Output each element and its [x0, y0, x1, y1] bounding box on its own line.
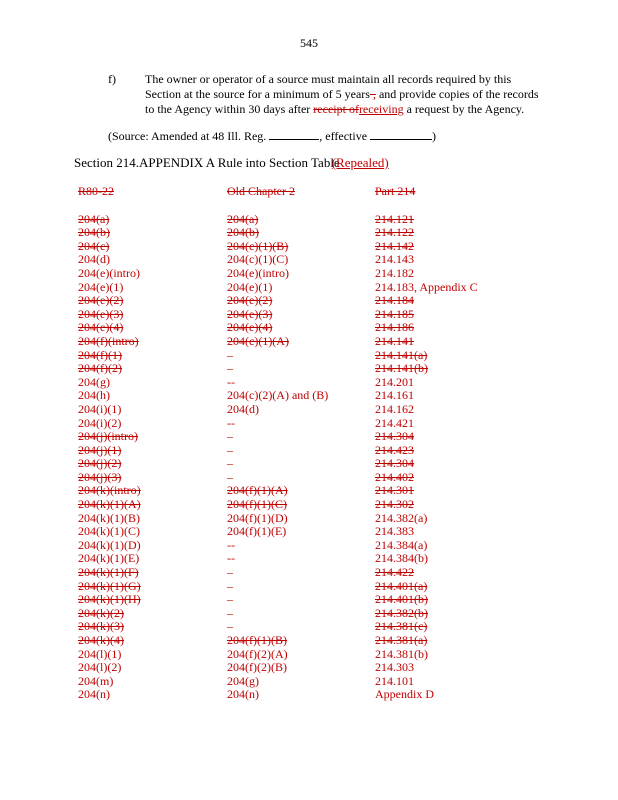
old-chapter-2-cell: 204(e)(2) — [227, 293, 273, 308]
source-suffix: ) — [432, 129, 437, 143]
part-214-cell: 214.143 — [375, 252, 414, 267]
old-chapter-2-cell: 204(f)(1)(C) — [227, 497, 287, 512]
r80-22-cell: 204(j)(intro) — [78, 429, 138, 444]
table-header — [78, 185, 515, 199]
table-row — [78, 580, 515, 594]
old-chapter-2-cell: 204(f)(1)(B) — [227, 633, 287, 647]
r80-22-cell: 204(g) — [78, 374, 110, 389]
old-chapter-2-cell: – — [227, 619, 233, 634]
part-214-cell: 214.186 — [375, 320, 414, 335]
line-2-start: Section at the source for a minimum of 5 years — [145, 87, 370, 101]
line-2-end: and provide copies of the records — [375, 87, 539, 101]
paragraph-f — [108, 72, 548, 117]
part-214-cell: 214.384(a) — [375, 537, 428, 552]
deleted-text: receipt of — [313, 102, 359, 116]
r80-22-cell: 204(d) — [78, 252, 110, 267]
table-row — [78, 213, 515, 227]
part-214-cell: 214.182 — [375, 265, 414, 280]
old-chapter-2-cell: – — [227, 456, 233, 471]
r80-22-cell: 204(h) — [78, 388, 110, 403]
old-chapter-2-cell: 204(e)(3) — [227, 306, 273, 321]
r80-22-cell: 204(e)(1) — [78, 279, 124, 294]
table-row — [78, 471, 515, 485]
derivation-table — [78, 185, 515, 702]
r80-22-cell: 204(l)(2) — [78, 660, 122, 675]
table-row — [78, 593, 515, 607]
old-chapter-2-cell: 204(f)(2)(A) — [227, 646, 288, 661]
table-row — [78, 484, 515, 498]
part-214-cell: 214.303 — [375, 660, 414, 675]
part-214-cell: 214.381(a) — [375, 633, 428, 647]
old-chapter-2-cell: 204(c)(2)(A) and (B) — [227, 388, 329, 403]
header-r80-22: R80-22 — [78, 184, 114, 198]
line-3-start: to the Agency within 30 days after — [145, 102, 314, 116]
r80-22-cell: 204(e)(3) — [78, 306, 124, 321]
old-chapter-2-cell: – — [227, 565, 233, 580]
part-214-cell: 214.384(b) — [375, 551, 428, 566]
old-chapter-2-cell: 204(f)(1)(D) — [227, 510, 288, 525]
part-214-cell: 214.382(b) — [375, 605, 428, 620]
r80-22-cell: 204(k)(3) — [78, 619, 124, 634]
r80-22-cell: 204(n) — [78, 687, 110, 702]
old-chapter-2-cell: 204(e)(intro) — [227, 265, 289, 280]
table-row — [78, 648, 515, 662]
table-row — [78, 539, 515, 553]
part-214-cell: 214.402 — [375, 469, 414, 484]
paragraph-line-1: The owner or operator of a source must maintain all records required by this — [145, 72, 512, 86]
r80-22-cell: 204(k)(intro) — [78, 483, 141, 498]
table-row — [78, 675, 515, 689]
part-214-cell: 214.304 — [375, 456, 414, 471]
r80-22-cell: 204(m) — [78, 673, 114, 688]
r80-22-cell: 204(k)(2) — [78, 605, 124, 620]
old-chapter-2-cell: 204(f)(1)(A) — [227, 483, 288, 498]
table-row — [78, 240, 515, 254]
part-214-cell: 214.304 — [375, 429, 414, 444]
source-prefix: (Source: Amended at 48 Ill. Reg. — [108, 129, 270, 143]
table-row — [78, 688, 515, 702]
part-214-cell: 214.161 — [375, 388, 414, 403]
part-214-cell: 214.101 — [375, 673, 414, 688]
table-row — [78, 457, 515, 471]
old-chapter-2-cell: – — [227, 347, 233, 362]
table-row — [78, 335, 515, 349]
table-row — [78, 552, 515, 566]
paragraph-line-2 — [145, 87, 548, 102]
r80-22-cell: 204(j)(2) — [78, 456, 122, 471]
r80-22-cell: 204(e)(intro) — [78, 265, 140, 280]
part-214-cell: 214.401(a) — [375, 578, 428, 593]
inserted-text: receiving — [358, 102, 404, 116]
r80-22-cell: 204(k)(1)(B) — [78, 510, 140, 525]
part-214-cell: 214.184 — [375, 293, 414, 308]
r80-22-cell: 204(k)(1)(E) — [78, 551, 140, 566]
part-214-cell: 214.141(a) — [375, 347, 428, 362]
old-chapter-2-cell: 204(d) — [227, 401, 259, 416]
table-row — [78, 512, 515, 526]
part-214-cell: 214.201 — [375, 374, 414, 389]
part-214-cell: Appendix D — [375, 687, 434, 702]
old-chapter-2-cell: 204(f)(1)(E) — [227, 524, 287, 539]
paragraph-label: f) — [108, 72, 116, 86]
part-214-cell: 214.141 — [375, 333, 414, 348]
register-blank — [269, 129, 319, 140]
paragraph-text — [145, 72, 548, 117]
r80-22-cell: 204(f)(2) — [78, 361, 122, 376]
table-row — [78, 525, 515, 539]
part-214-cell: 214.301 — [375, 483, 414, 498]
r80-22-cell: 204(f)(intro) — [78, 333, 139, 348]
section-title: Section 214.APPENDIX A Rule into Section Table — [74, 155, 340, 170]
table-row — [78, 281, 515, 295]
part-214-cell: 214.382(a) — [375, 510, 428, 525]
r80-22-cell: 204(c) — [78, 238, 110, 253]
source-middle: , effective — [319, 129, 371, 143]
old-chapter-2-cell: 204(b) — [227, 225, 259, 240]
r80-22-cell: 204(k)(1)(F) — [78, 565, 139, 580]
part-214-cell: 214.381(b) — [375, 646, 428, 661]
deleted-comma: , — [369, 87, 376, 101]
header-old-chapter-2: Old Chapter 2 — [227, 184, 295, 198]
header-part-214: Part 214 — [375, 184, 416, 198]
r80-22-cell: 204(k)(1)(H) — [78, 592, 141, 607]
r80-22-cell: 204(k)(1)(G) — [78, 578, 141, 593]
old-chapter-2-cell: -- — [227, 537, 235, 552]
table-row — [78, 308, 515, 322]
part-214-cell: 214.183, Appendix C — [375, 279, 478, 294]
line-3-end: a request by the Agency. — [403, 102, 525, 116]
table-row — [78, 349, 515, 363]
table-row — [78, 321, 515, 335]
old-chapter-2-cell: – — [227, 578, 233, 593]
source-note — [108, 129, 436, 144]
part-214-cell: 214.141(b) — [375, 361, 428, 376]
old-chapter-2-cell: – — [227, 605, 233, 620]
table-row — [78, 294, 515, 308]
old-chapter-2-cell: – — [227, 469, 233, 484]
table-row — [78, 607, 515, 621]
table-row — [78, 376, 515, 390]
part-214-cell: 214.142 — [375, 238, 414, 253]
r80-22-cell: 204(j)(3) — [78, 469, 122, 484]
part-214-cell: 214.185 — [375, 306, 414, 321]
old-chapter-2-cell: 204(c)(1)(A) — [227, 333, 289, 348]
r80-22-cell: 204(k)(1)(C) — [78, 524, 140, 539]
old-chapter-2-cell: -- — [227, 415, 235, 430]
old-chapter-2-cell: – — [227, 442, 233, 457]
part-214-cell: 214.401(b) — [375, 592, 428, 607]
r80-22-cell: 204(f)(1) — [78, 347, 122, 362]
table-row — [78, 620, 515, 634]
table-row — [78, 566, 515, 580]
paragraph-line-3 — [145, 102, 548, 117]
part-214-cell: 214.302 — [375, 497, 414, 512]
r80-22-cell: 204(k)(1)(A) — [78, 497, 141, 512]
table-row — [78, 444, 515, 458]
part-214-cell: 214.383 — [375, 524, 414, 539]
r80-22-cell: 204(l)(1) — [78, 646, 122, 661]
page-number: 545 — [300, 36, 318, 50]
old-chapter-2-cell: -- — [227, 374, 235, 389]
table-row — [78, 430, 515, 444]
part-214-cell: 214.423 — [375, 442, 414, 457]
part-214-cell: 214.422 — [375, 565, 414, 580]
old-chapter-2-cell: 204(g) — [227, 673, 259, 688]
table-row — [78, 362, 515, 376]
part-214-cell: 214.421 — [375, 415, 414, 430]
repealed-status: (Repealed) — [331, 155, 389, 170]
table-row — [78, 267, 515, 281]
table-row — [78, 498, 515, 512]
old-chapter-2-cell: -- — [227, 551, 235, 566]
part-214-cell: 214.122 — [375, 225, 414, 240]
effective-date-blank — [370, 129, 432, 140]
old-chapter-2-cell: – — [227, 429, 233, 444]
table-row — [78, 661, 515, 675]
table-row — [78, 634, 515, 648]
r80-22-cell: 204(e)(4) — [78, 320, 124, 335]
old-chapter-2-cell: 204(e)(4) — [227, 320, 273, 335]
old-chapter-2-cell: 204(c)(1)(C) — [227, 252, 289, 267]
part-214-cell: 214.162 — [375, 401, 414, 416]
r80-22-cell: 204(a) — [78, 211, 110, 226]
r80-22-cell: 204(i)(2) — [78, 415, 122, 430]
part-214-cell: 214.121 — [375, 211, 414, 226]
table-row — [78, 253, 515, 267]
old-chapter-2-cell: 204(c)(1)(B) — [227, 238, 289, 253]
old-chapter-2-cell: 204(f)(2)(B) — [227, 660, 287, 675]
table-body — [78, 213, 515, 702]
old-chapter-2-cell: 204(e)(1) — [227, 279, 273, 294]
part-214-cell: 214.381(c) — [375, 619, 428, 634]
r80-22-cell: 204(k)(4) — [78, 633, 124, 647]
r80-22-cell: 204(i)(1) — [78, 401, 122, 416]
old-chapter-2-cell: 204(a) — [227, 211, 259, 226]
table-row — [78, 417, 515, 431]
table-row — [78, 226, 515, 240]
r80-22-cell: 204(e)(2) — [78, 293, 124, 308]
r80-22-cell: 204(b) — [78, 225, 110, 240]
old-chapter-2-cell: – — [227, 592, 233, 607]
table-row — [78, 403, 515, 417]
section-heading — [74, 155, 397, 171]
r80-22-cell: 204(j)(1) — [78, 442, 122, 457]
r80-22-cell: 204(k)(1)(D) — [78, 537, 141, 552]
old-chapter-2-cell: 204(n) — [227, 687, 259, 702]
table-row — [78, 389, 515, 403]
old-chapter-2-cell: – — [227, 361, 233, 376]
